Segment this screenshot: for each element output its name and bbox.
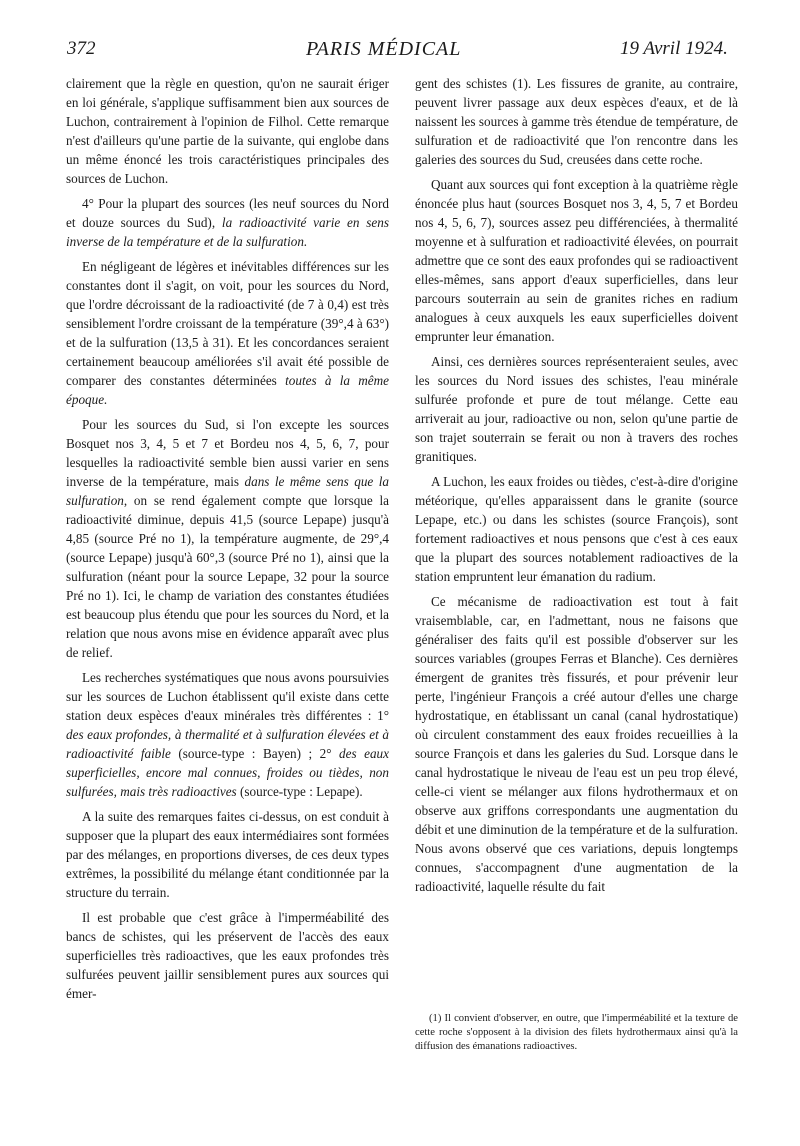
left-column <box>66 74 389 1003</box>
paragraph-schists: Il est probable que c'est grâce à l'imperméabilité des bancs de schistes, qui les préservent de l'accès des eaux superficielles très radioactives, que les eaux profondes très sulfurées peuvent jaillir sensiblement pures aux sources qui émer- <box>66 910 389 1001</box>
north-sources-emphasis: toutes à la même époque. <box>66 373 390 407</box>
water-types-end: (source-type : Lepape). <box>236 784 363 799</box>
paragraph-mixtures: A la suite des remarques faites ci-dessus, on est conduit à supposer que la plupart des eaux intermédiaires sont formées par des mélanges, en proportions diverses, de ces deux types extrêmes, la possibilité du mélange étant conditionnée par la structure du terrain. <box>66 809 389 900</box>
water-types-intro: Les recherches systématiques que nous avons poursuivies sur les sources de Luchon établissent qu'il existe dans cette station deux espèces d'eaux minérales très différentes : 1° <box>66 670 389 723</box>
south-sources-text-end: , on se rend également compte que lorsque la radioactivité diminue, depuis 41,5 (source Lepape) jusqu'à 4,85 (source Pré no 1), la température augmente, de 29°,4 (source Lepape) jusqu'à 60°,3 (source Pré no 1), ainsi que la sulfuration (néant pour la source Lepape, 32 pour la source Pré no 1). Ici, le champ de variation des constantes étudiées est beaucoup plus étendu que pour les sources du Nord, et la relation que nous avons mise en évidence apparaît avec plus de relief. <box>66 493 389 660</box>
paragraph: clairement que la règle en question, qu'on ne saurait ériger en loi générale, s'applique suffisamment bien aux sources de Luchon, contrairement à l'opinion de Filhol. Cette remarque n'est d'ailleurs qu'une partie de la suivante, qui englobe dans un même énoncé les trois caractéristiques principales des sources de Luchon. <box>66 76 389 186</box>
journal-title: PARIS MÉDICAL <box>306 38 462 60</box>
water-types-sep: (source-type : Bayen) ; 2° <box>170 746 340 761</box>
paragraph-two-water-types <box>66 668 389 801</box>
paragraph: gent des schistes (1). Les fissures de granite, au contraire, peuvent livrer passage aux deux espèces d'eaux, et de là naissent les sources à gamme très étendue de température, de sulfuration et de radioactivité que l'on rencontre dans les galeries des sources du Sud, creusées dans cette roche. <box>415 76 738 167</box>
paragraph-north-sources <box>66 257 389 409</box>
page-number: 372 <box>67 38 96 59</box>
right-column <box>415 74 738 896</box>
footnote: (1) Il convient d'observer, en outre, que l'imperméabilité et la texture de cette roche s'opposent à la division des filets hydrothermaux ainsi qu'à la diffusion des émanations radioactives. <box>415 1013 738 1052</box>
issue-date: 19 Avril 1924. <box>620 38 728 59</box>
rule-4-statement: la radioactivité varie en sens inverse de la température et de la sulfuration. <box>66 215 389 249</box>
north-sources-text: En négligeant de légères et inévitables différences sur les constantes dont il s'agit, on voit, pour les sources du Nord, que l'ordre décroissant de la radioactivité (de 7 à 0,4) est très sensiblement l'ordre croissant de la température (39°,4 à 63°) et de la sulfuration (13,5 à 31). Et les concordances seraient certainement beaucoup améliorées s'il avait été possible de comparer des constantes déterminées <box>66 259 389 388</box>
south-sources-emphasis: dans le même sens que la sulfuration <box>66 474 389 508</box>
surface-waters-definition: des eaux superficielles, encore mal connues, froides ou tièdes, non sulfurées, mais très radioactives <box>66 746 390 799</box>
paragraph-exceptions: Quant aux sources qui font exception à la quatrième règle énoncée plus haut (sources Bosquet nos 3, 4, 5, 7 et Bordeu nos 4, 5, 6, 7), sources assez peu différenciées, à thermalité moyenne et à sulfuration et radioactivité élevées, on pourrait admettre que ce sont des eaux profondes qui se radioactivent elles-mêmes, sans apport d'eaux superficielles, dans leur parcours souterrain au sein de granites riches en radium analogues à ceux auxquels les eaux superficielles doivent emprunter leur émanation. <box>415 177 738 344</box>
deep-waters-definition: des eaux profondes, à thermalité et à sulfuration élevées et à radioactivité faible <box>66 727 389 761</box>
paragraph-luchon-cold-waters: A Luchon, les eaux froides ou tièdes, c'est-à-dire d'origine météorique, qu'elles apparaissent dans le granite (source Lepape, etc.) ou dans les schistes (source François), sont fortement radioactives et nous pensons que c'est à ces eaux que la plupart des sources notablement radioactives de la station empruntent leur émanation du radium. <box>415 474 738 584</box>
paragraph-radioactivation: Ce mécanisme de radioactivation est tout à fait vraisemblable, car, en l'admettant, nous ne faisons que généraliser des faits qu'il est possible d'observer sur les sources variables (groupes Ferras et Blanche). Ces dernières émergent de granites très fissurés, et pour prévenir leur perte, l'ingénieur François a créé autour d'elles une charge hydrostatique, en établissant un canal (canal hydrostatique) où circulent constamment des eaux froides recueillies à la source François et dans les galeries du Sud. Lorsque dans le canal hydrostatique le niveau de l'eau est un peu trop élevé, celle-ci vient se mélanger aux filons hydrothermaux et on observe aux griffons correspondants une augmentation du débit et une diminution de la température et de la sulfuration. Nous avons observé que ces variations, depuis longtemps connues, s'accompagnent d'une augmentation de la radioactivité, laquelle résulte du fait <box>415 594 738 894</box>
paragraph-rule-4 <box>66 194 389 251</box>
paragraph-south-sources <box>66 415 389 662</box>
south-sources-text: Pour les sources du Sud, si l'on excepte les sources Bosquet nos 3, 4, 5 et 7 et Bordeu nos 4, 5, 6, 7, pour lesquelles la radioactivité semble bien aussi varier en sens inverse de la température, mais <box>66 417 389 489</box>
paragraph-deep-water: Ainsi, ces dernières sources représenteraient seules, avec les sources du Nord issues des schistes, l'eau minérale sulfurée profonde et pure de tout mélange. Cette eau arriverait au jour, radioactive ou non, selon qu'une partie de son trajet souterrain se ferait ou non à travers des roches granitiques. <box>415 354 738 464</box>
rule-4-intro: 4° Pour la plupart des sources (les neuf sources du Nord et douze sources du Sud), <box>66 196 389 230</box>
